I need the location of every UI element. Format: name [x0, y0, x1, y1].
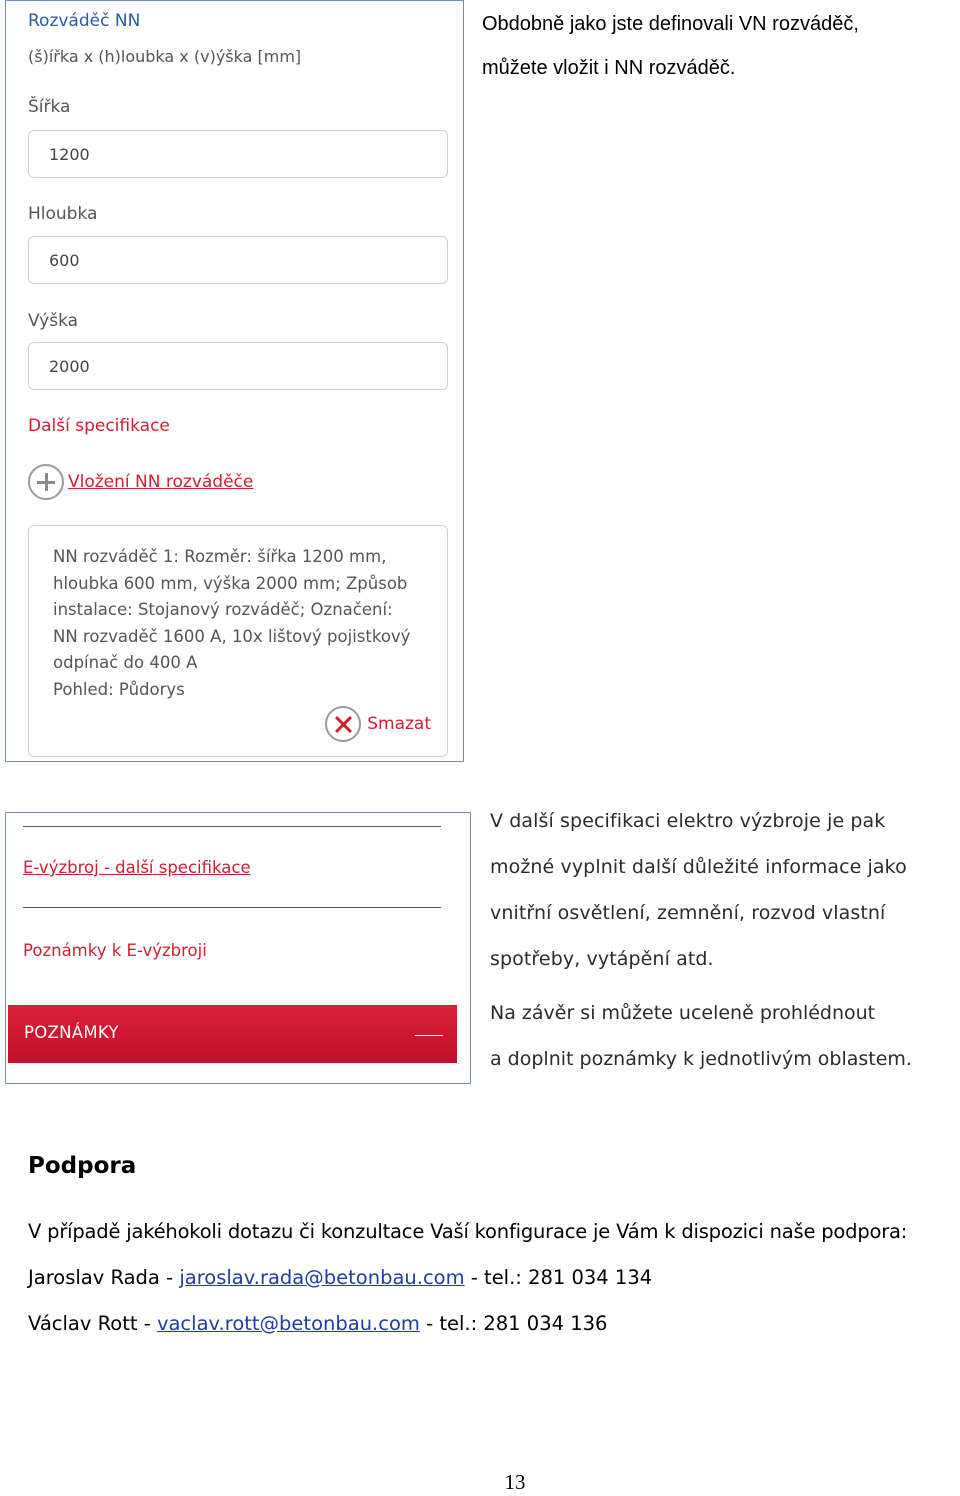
width-label: Šířka: [28, 97, 71, 117]
width-field[interactable]: 1200: [28, 130, 448, 178]
delete-button[interactable]: [325, 706, 431, 742]
height-field[interactable]: 2000: [28, 342, 448, 390]
close-icon: [325, 706, 361, 742]
dimensions-hint: (š)ířka x (h)loubka x (v)ýška [mm]: [28, 47, 302, 66]
depth-field[interactable]: 600: [28, 236, 448, 284]
contact-phone: - tel.: 281 034 136: [419, 1312, 608, 1335]
add-switchboard-link[interactable]: Vložení NN rozváděče: [68, 472, 254, 492]
text-line: vnitřní osvětlení, zemnění, rozvod vlastní: [490, 902, 886, 924]
summary-line: odpínač do 400 A: [53, 653, 198, 672]
add-switchboard-button[interactable]: [28, 464, 253, 500]
text-line: spotřeby, vytápění atd.: [490, 948, 714, 970]
summary-line: NN rozvaděč 1600 A, 10x lištový pojistkový: [53, 626, 411, 646]
summary-line: NN rozváděč 1: Rozměr: šířka 1200 mm,: [53, 547, 387, 566]
notes-banner-label: POZNÁMKY: [24, 1023, 119, 1042]
delete-label[interactable]: Smazat: [367, 714, 431, 734]
form-title: Rozváděč NN: [28, 11, 141, 31]
contact-email-link[interactable]: jaroslav.rada@betonbau.com: [179, 1266, 465, 1289]
divider: [23, 826, 441, 827]
text-line: můžete vložit i NN rozváděč.: [482, 57, 736, 79]
intro-paragraph: [482, 2, 859, 90]
support-intro: V případě jakéhokoli dotazu či konzultace Vaší konfigurace je Vám k dispozici naše podpora:: [28, 1220, 908, 1243]
contact-name: Jaroslav Rada -: [28, 1266, 180, 1289]
text-line: Obdobně jako jste definovali VN rozváděč,: [482, 13, 859, 35]
support-contact: [28, 1266, 652, 1289]
text-line: možné vyplnit další důležité informace jako: [490, 856, 907, 878]
divider: [23, 907, 441, 908]
e-equipment-notes-link[interactable]: Poznámky k E-výzbroji: [23, 941, 207, 960]
height-label: Výška: [28, 311, 79, 331]
support-contact: [28, 1312, 607, 1335]
contact-phone: - tel.: 281 034 134: [464, 1266, 653, 1289]
plus-icon: [28, 464, 64, 500]
contact-email-link[interactable]: vaclav.rott@betonbau.com: [156, 1312, 420, 1335]
notes-paragraph: [490, 990, 950, 1082]
spec-paragraph: [490, 798, 950, 982]
text-line: Na závěr si můžete uceleně prohlédnout: [490, 1002, 876, 1024]
contact-name: Václav Rott -: [28, 1312, 157, 1335]
support-heading: Podpora: [28, 1153, 137, 1179]
nn-switchboard-form-screenshot: [5, 0, 464, 762]
text-line: V další specifikaci elektro výzbroje je pak: [490, 810, 886, 832]
text-line: a doplnit poznámky k jednotlivým oblastem.: [490, 1048, 912, 1070]
summary-text: [53, 544, 433, 703]
page-number: 13: [504, 1470, 526, 1494]
depth-label: Hloubka: [28, 204, 98, 224]
switchboard-summary-card: [28, 525, 448, 757]
notes-banner[interactable]: [8, 1005, 457, 1063]
e-equipment-spec-link[interactable]: E-výzbroj - další specifikace: [23, 858, 251, 877]
summary-line: Pohled: Půdorys: [53, 679, 185, 699]
e-equipment-menu-screenshot: [5, 812, 471, 1084]
summary-line: hloubka 600 mm, výška 2000 mm; Způsob: [53, 573, 408, 593]
more-spec-heading: Další specifikace: [28, 416, 170, 436]
summary-line: instalace: Stojanový rozváděč; Označení:: [53, 600, 393, 619]
collapse-icon: [415, 1035, 443, 1036]
